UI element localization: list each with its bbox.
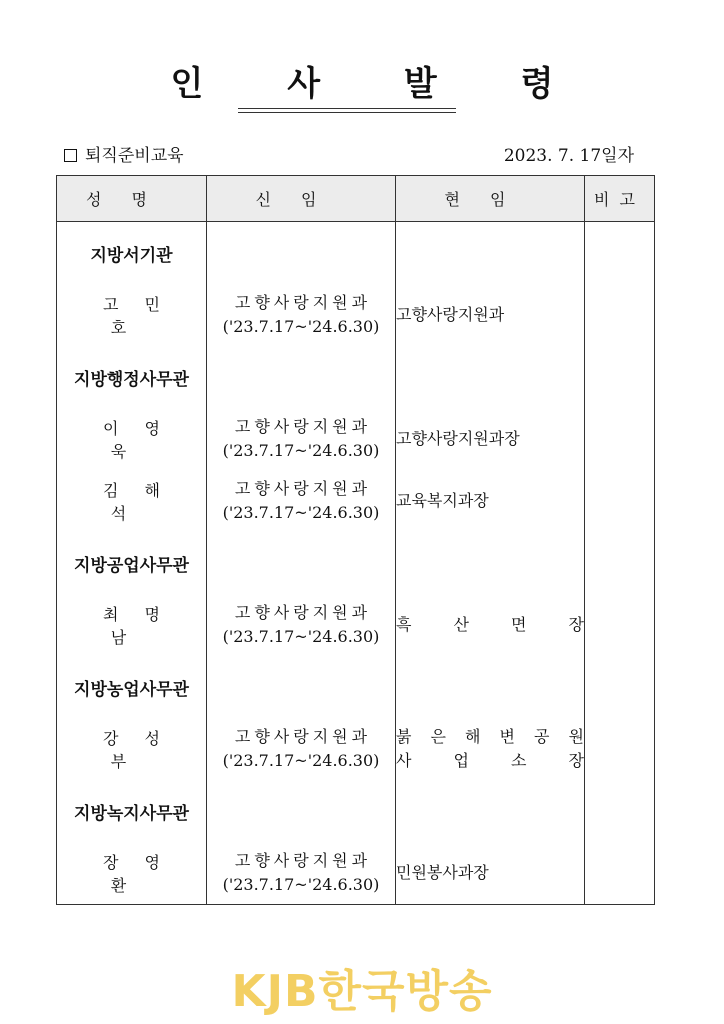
current-position-line: 민원봉사과장 [396,863,489,882]
table-header-row [57,176,655,222]
person-name: 김해석 [57,470,207,532]
new-position-cell [207,842,396,905]
empty-cell [585,780,655,842]
current-position-cell [396,408,585,470]
empty-cell [207,222,396,285]
assignment-period: ('23.7.17~'24.6.30) [222,875,380,894]
kjb-logo: KJB한국방송 [231,966,493,1017]
new-position-org: 고향사랑지원과 [234,417,372,436]
assignment-period: ('23.7.17~'24.6.30) [222,627,380,646]
personnel-table [56,175,655,905]
table-row [57,284,655,346]
empty-cell [207,780,396,842]
person-name: 강성부 [57,718,207,780]
empty-cell [396,780,585,842]
grade-row [57,346,655,408]
current-position-line: 사 업 소 장 [396,751,584,770]
current-position-cell [396,842,585,905]
new-position-org: 고향사랑지원과 [234,851,372,870]
grade-label: 지방녹지사무관 [57,780,207,842]
assignment-period: ('23.7.17~'24.6.30) [222,441,380,460]
grade-label: 지방공업사무관 [57,532,207,594]
empty-cell [585,346,655,408]
grade-row [57,780,655,842]
note-cell [585,284,655,346]
current-position-line: 고향사랑지원과장 [396,429,520,448]
new-position-org: 고향사랑지원과 [234,727,372,746]
current-position-cell [396,594,585,656]
note-cell [585,718,655,780]
table-row [57,718,655,780]
header-name: 성명 [57,176,207,222]
empty-cell [396,656,585,718]
new-position-org: 고향사랑지원과 [234,293,372,312]
current-position-line: 고향사랑지원과 [396,305,505,324]
empty-cell [585,656,655,718]
grade-row [57,532,655,594]
note-cell [585,470,655,532]
new-position-org: 고향사랑지원과 [234,603,372,622]
current-position-line: 교육복지과장 [396,491,489,510]
new-position-cell [207,594,396,656]
note-cell [585,594,655,656]
section-text: 퇴직준비교육 [85,146,184,166]
assignment-period: ('23.7.17~'24.6.30) [222,503,380,522]
current-position-cell [396,470,585,532]
section-label [64,144,184,168]
table-row [57,470,655,532]
document-title: 인 사 발 령 [170,64,590,104]
grade-label: 지방서기관 [57,222,207,285]
grade-label: 지방행정사무관 [57,346,207,408]
person-name: 최명남 [57,594,207,656]
empty-cell [207,346,396,408]
new-position-cell [207,470,396,532]
person-name: 장영환 [57,842,207,905]
header-new-position: 신임 [207,176,396,222]
new-position-cell [207,284,396,346]
header-current-position: 현임 [396,176,585,222]
new-position-cell [207,408,396,470]
assignment-period: ('23.7.17~'24.6.30) [222,317,380,336]
grade-row [57,222,655,285]
new-position-org: 고향사랑지원과 [234,479,372,498]
current-position-line: 흑 산 면 장 [396,615,584,634]
note-cell [585,842,655,905]
table-body [57,222,655,905]
table-row [57,842,655,905]
title-underline [238,108,456,113]
empty-cell [207,656,396,718]
current-position-line: 붉 은 해 변 공 원 [396,727,584,746]
grade-label: 지방농업사무관 [57,656,207,718]
person-name: 고민호 [57,284,207,346]
header-note: 비고 [585,176,655,222]
current-position-cell [396,718,585,780]
note-cell [585,408,655,470]
person-name: 이영욱 [57,408,207,470]
empty-cell [207,532,396,594]
table-row [57,594,655,656]
empty-cell [396,346,585,408]
empty-cell [396,222,585,285]
assignment-period: ('23.7.17~'24.6.30) [222,751,380,770]
empty-cell [585,532,655,594]
document-date: 2023. 7. 17일자 [503,146,634,166]
empty-cell [396,532,585,594]
new-position-cell [207,718,396,780]
current-position-cell [396,284,585,346]
empty-cell [585,222,655,285]
grade-row [57,656,655,718]
table-row [57,408,655,470]
checkbox-icon [64,149,77,162]
